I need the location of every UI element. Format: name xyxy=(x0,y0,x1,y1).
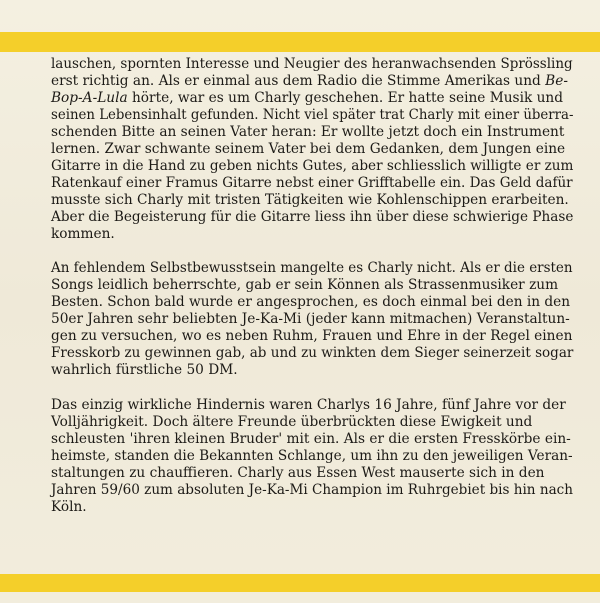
bottom-yellow-band xyxy=(0,574,600,592)
text-line: Aber die Begeisterung für die Gitarre liess ihn über diese schwierige Phase xyxy=(51,208,574,225)
text-line: staltungen zu chauffieren. Charly aus Essen West mauserte sich in den xyxy=(51,464,545,481)
paragraph-1 xyxy=(51,56,573,242)
text-column xyxy=(51,56,573,534)
paragraph-3 xyxy=(51,397,573,516)
text-line: Ratenkauf einer Framus Gitarre nebst einer Grifftabelle ein. Das Geld dafür xyxy=(51,174,573,191)
text-line: Fresskorb zu gewinnen gab, ab und zu winkten dem Sieger seinerzeit sogar xyxy=(51,345,574,362)
text-line: An fehlendem Selbstbewusstsein mangelte es Charly nicht. Als er die ersten xyxy=(51,260,573,277)
text-line xyxy=(51,90,573,107)
text-line: 50er Jahren sehr beliebten Je-Ka-Mi (jeder kann mitmachen) Veranstaltun- xyxy=(51,311,570,328)
text-line: seinen Lebensinhalt gefunden. Nicht viel später trat Charly mit einer überra- xyxy=(51,106,574,123)
song-title-part: Bop-A-Lula xyxy=(51,89,128,106)
text-line: musste sich Charly mit tristen Tätigkeiten wie Kohlenschippen erarbeiten. xyxy=(51,191,569,208)
text-line: Songs leidlich beherrschte, gab er sein Können als Strassenmusiker zum xyxy=(51,277,559,294)
text-line: lauschen, spornten Interesse und Neugier des heranwachsenden Sprössling xyxy=(51,56,573,72)
top-yellow-band xyxy=(0,32,600,52)
text-line: Gitarre in die Hand zu geben nichts Gutes, aber schliesslich willigte er zum xyxy=(51,157,574,174)
paragraph-2 xyxy=(51,260,573,379)
text-line: schleusten 'ihren kleinen Bruder' mit ein. Als er die ersten Fresskörbe ein- xyxy=(51,431,571,448)
song-title-part: Be- xyxy=(545,72,568,89)
text-line: Das einzig wirkliche Hindernis waren Charlys 16 Jahre, fünf Jahre vor der xyxy=(51,397,566,414)
text-line: Jahren 59/60 zum absoluten Je-Ka-Mi Champion im Ruhrgebiet bis hin nach xyxy=(51,481,573,498)
text-line xyxy=(51,73,573,90)
text-line: Besten. Schon bald wurde er angesprochen, es doch einmal bei den in den xyxy=(51,294,571,311)
text-line: schenden Bitte an seinen Vater heran: Er wollte jetzt doch ein Instrument xyxy=(51,123,565,140)
text-line: wahrlich fürstliche 50 DM. xyxy=(51,362,238,379)
text-line: lernen. Zwar schwante seinem Vater bei dem Gedanken, dem Jungen eine xyxy=(51,140,566,157)
text-line: gen zu versuchen, wo es neben Ruhm, Frauen und Ehre in der Regel einen xyxy=(51,328,573,345)
text-segment: hörte, war es um Charly geschehen. Er hatte seine Musik und xyxy=(127,89,563,106)
text-line: Köln. xyxy=(51,498,87,515)
text-line: Volljährigkeit. Doch ältere Freunde überbrückten diese Ewigkeit und xyxy=(51,414,533,431)
text-line: kommen. xyxy=(51,225,115,242)
text-segment: erst richtig an. Als er einmal aus dem Radio die Stimme Amerikas und xyxy=(51,72,546,89)
text-line: heimste, standen die Bekannten Schlange, um ihn zu den jeweiligen Veran- xyxy=(51,448,573,465)
